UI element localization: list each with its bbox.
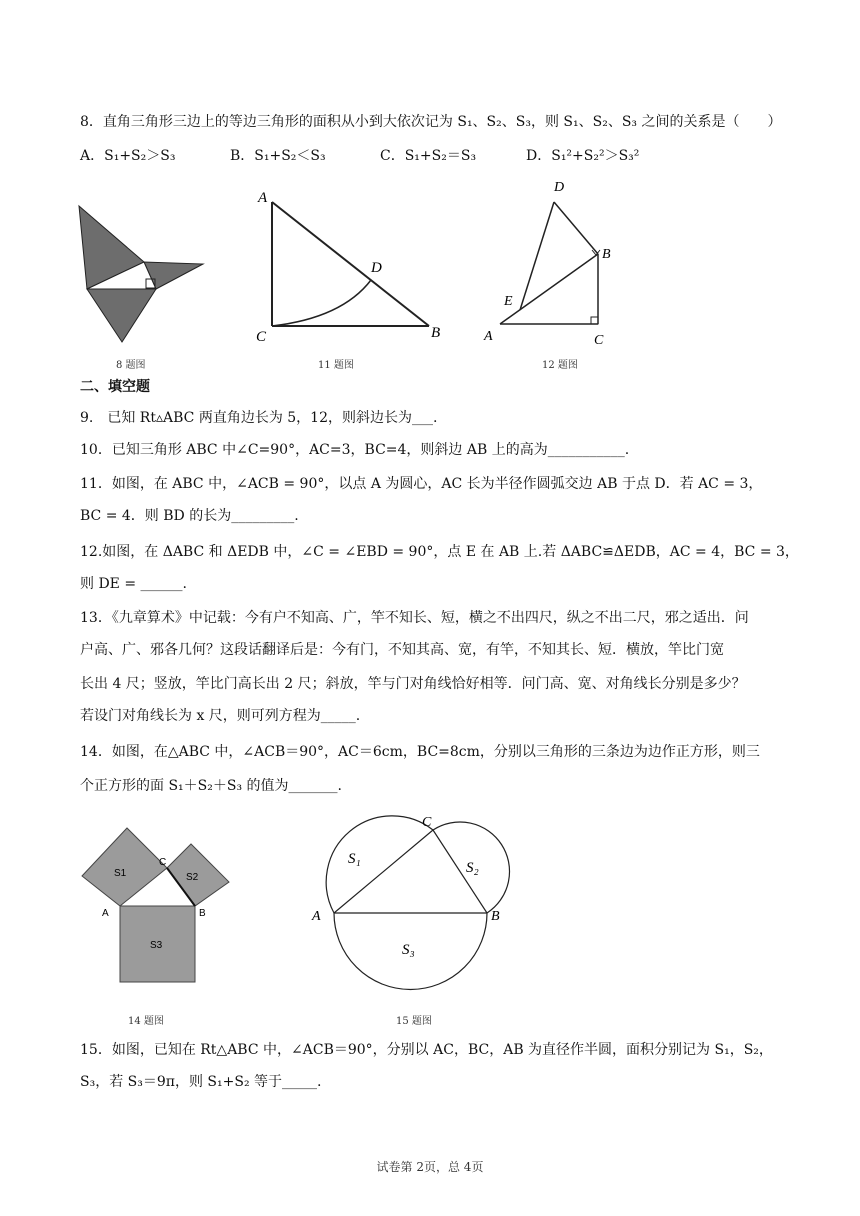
label-d: D (371, 260, 382, 276)
q8-stem: 8．直角三角形三边上的等边三角形的面积从小到大依次记为 S₁、S₂、S₃，则 S₁、S₂、S₃ 之间的关系是（ ） (80, 114, 782, 130)
caption-8: 8 题图 (116, 360, 146, 371)
label-a: A (258, 190, 268, 206)
q14-line1: 14．如图，在△ABC 中，∠ACB＝90°，AC＝6cm，BC=8cm，分别以三角形的三条边为边作正方形，则三 (80, 744, 760, 760)
label-s2: S2 (186, 872, 199, 883)
label-c: C (159, 857, 167, 868)
figure-14 (78, 820, 238, 1000)
right-angle-c (591, 317, 598, 324)
side-ac (334, 830, 433, 913)
label-a: A (102, 908, 109, 919)
caption-14: 14 题图 (128, 1016, 164, 1027)
caption-12: 12 题图 (542, 360, 578, 371)
caption-15: 15 题图 (396, 1016, 432, 1027)
side-db (554, 202, 598, 254)
label-c: C (256, 329, 267, 345)
caption-11: 11 题图 (318, 360, 354, 371)
equilateral-triangle-s3 (87, 289, 156, 342)
side-de (520, 202, 554, 310)
label-s3: S3 (150, 940, 163, 951)
label-b: B (199, 908, 206, 919)
label-b: B (431, 325, 441, 341)
figure-11 (252, 186, 452, 348)
label-c: C (422, 815, 432, 830)
q10-text: 10．已知三角形 ABC 中∠C=90°，AC=3，BC=4，则斜边 AB 上的高为___________. (80, 442, 630, 458)
side-ab (500, 254, 598, 324)
q12-line1: 12.如图，在 ΔABC 和 ΔEDB 中，∠C = ∠EBD = 90°，点 E 在 AB 上.若 ΔABC≌ΔEDB，AC = 4，BC = 3， (80, 544, 799, 560)
section-fill-in-blank-title: 二、填空题 (80, 379, 150, 395)
label-s1: S1 (114, 868, 127, 879)
q9-text: 9. 已知 Rt▵ABC 两直角边长为 5，12，则斜边长为___. (80, 410, 438, 426)
side-ab (272, 202, 429, 326)
q8-option-a: A．S₁+S₂＞S₃ (80, 148, 176, 164)
label-b: B (602, 247, 611, 262)
q8-option-c: C．S₁+S₂＝S₃ (380, 148, 477, 164)
label-d: D (554, 180, 565, 195)
q13-line2: 户高、广、邪各几何？这段话翻译后是：今有门，不知其高、宽，有竿，不知其长、短．横放，竿比门宽 (80, 642, 724, 658)
q8-option-b: B．S₁+S₂＜S₃ (230, 148, 326, 164)
arc-cd (272, 280, 371, 326)
q15-line1: 15．如图，已知在 Rt△ABC 中，∠ACB＝90°，分别以 AC，BC，AB 为直径作半圆，面积分别记为 S₁，S₂， (80, 1042, 773, 1058)
square-s1 (82, 828, 167, 906)
label-s1: S₁ (348, 851, 361, 867)
q13-line4: 若设门对角线长为 x 尺，则可列方程为_____. (80, 708, 361, 724)
q11-line2: BC = 4．则 BD 的长为_________. (80, 508, 299, 524)
label-b: B (491, 909, 500, 924)
label-e: E (504, 294, 513, 309)
q12-line2: 则 DE = ______. (80, 576, 187, 592)
q13-line3: 长出 4 尺；竖放，竿比门高长出 2 尺；斜放，竿与门对角线恰好相等．问门高、宽、对角线长分别是多少？ (80, 676, 746, 692)
q11-line1: 11．如图，在 ABC 中，∠ACB = 90°，以点 A 为圆心，AC 长为半径作圆弧交边 AB 于点 D．若 AC = 3， (80, 476, 763, 492)
q15-line2: S₃，若 S₃＝9π，则 S₁+S₂ 等于_____. (80, 1074, 322, 1090)
page-footer: 试卷第 2页，总 4页 (376, 1160, 484, 1174)
figure-8 (76, 198, 208, 346)
semicircle-s1 (326, 816, 433, 913)
side-bc (433, 830, 487, 913)
q13-line1: 13．《九章算术》中记载：今有户不知高、广，竿不知长、短，横之不出四尺，纵之不出二尺，邪之适出．问 (80, 610, 749, 626)
label-a: A (312, 909, 321, 924)
q14-line2: 个正方形的面 S₁＋S₂＋S₃ 的值为_______. (80, 778, 342, 794)
figure-15 (306, 806, 516, 1006)
figure-12 (480, 176, 620, 348)
q8-option-d: D．S₁²+S₂²＞S₃² (526, 148, 640, 164)
label-c: C (594, 333, 604, 348)
label-s3: S₃ (402, 942, 415, 958)
label-a: A (484, 329, 493, 344)
label-s2: S₂ (466, 860, 479, 876)
